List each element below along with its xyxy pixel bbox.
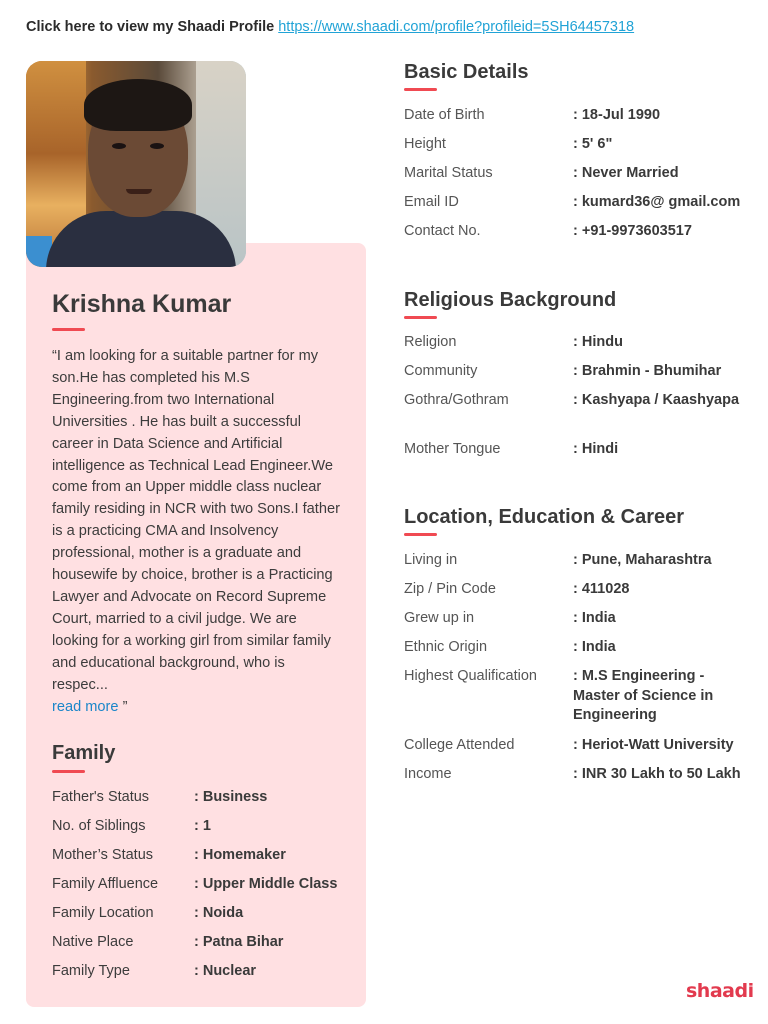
name-underline — [52, 328, 85, 331]
detail-label: Date of Birth — [404, 107, 485, 123]
profile-link-prefix: Click here to view my Shaadi Profile — [26, 19, 275, 35]
family-value: : Nuclear — [194, 963, 257, 979]
about-text — [52, 346, 344, 718]
detail-value: : Kashyapa / Kaashyapa — [573, 392, 740, 408]
detail-value: : INR 30 Lakh to 50 Lakh — [573, 766, 741, 782]
detail-label: Income — [404, 766, 452, 782]
detail-label: Community — [404, 363, 478, 379]
location-title: Location, Education & Career — [404, 506, 685, 528]
detail-value: : Heriot-Watt University — [573, 737, 734, 753]
detail-value: : India — [573, 610, 616, 626]
about-quote-close: ” — [122, 698, 128, 715]
basic-underline — [404, 88, 437, 91]
detail-value: : kumard36@ gmail.com — [573, 194, 741, 210]
profile-photo — [26, 61, 246, 267]
detail-label: Ethnic Origin — [404, 639, 488, 655]
basic-details-title: Basic Details — [404, 61, 529, 83]
detail-label: Mother Tongue — [404, 441, 501, 457]
profile-link-line — [26, 19, 634, 35]
detail-label: Living in — [404, 552, 458, 568]
detail-value: : Brahmin - Bhumihar — [573, 363, 722, 379]
detail-label: College Attended — [404, 737, 515, 753]
detail-label: Religion — [404, 334, 457, 350]
detail-value: : 18-Jul 1990 — [573, 107, 661, 123]
detail-value: : M.S Engineering - Master of Science in Engineering — [573, 668, 714, 723]
religious-title: Religious Background — [404, 289, 617, 311]
family-value: : Upper Middle Class — [194, 876, 338, 892]
detail-value: : +91-9973603517 — [573, 223, 692, 239]
detail-value: : 5' 6" — [573, 136, 613, 152]
detail-label: Zip / Pin Code — [404, 581, 496, 597]
location-underline — [404, 533, 437, 536]
family-label: Native Place — [52, 934, 134, 950]
detail-value: : 411028 — [573, 581, 630, 597]
detail-value: : India — [573, 639, 616, 655]
family-label: Family Affluence — [52, 876, 159, 892]
family-title: Family — [52, 742, 116, 764]
family-label: No. of Siblings — [52, 818, 146, 834]
logo-text: shaadi — [686, 980, 754, 1002]
detail-label: Gothra/Gothram — [404, 392, 509, 408]
family-value: : 1 — [194, 818, 211, 834]
family-underline — [52, 770, 85, 773]
family-value: : Business — [194, 789, 268, 805]
read-more-link[interactable]: read more — [52, 698, 119, 715]
detail-label: Email ID — [404, 194, 459, 210]
detail-label: Grew up in — [404, 610, 475, 626]
family-label: Family Type — [52, 963, 130, 979]
detail-value: : Never Married — [573, 165, 679, 181]
family-label: Father's Status — [52, 789, 150, 805]
family-value: : Noida — [194, 905, 244, 921]
profile-name: Krishna Kumar — [52, 290, 232, 318]
detail-value: : Hindu — [573, 334, 623, 350]
family-label: Family Location — [52, 905, 154, 921]
detail-label: Marital Status — [404, 165, 493, 181]
detail-label: Highest Qualification — [404, 668, 537, 684]
religious-underline — [404, 316, 437, 319]
detail-label: Contact No. — [404, 223, 481, 239]
detail-value: : Hindi — [573, 441, 619, 457]
family-label: Mother’s Status — [52, 847, 154, 863]
family-value: : Patna Bihar — [194, 934, 284, 950]
family-value: : Homemaker — [194, 847, 286, 863]
shaadi-logo — [686, 980, 754, 1002]
detail-value: : Pune, Maharashtra — [573, 552, 712, 568]
about-body: “I am looking for a suitable partner for my son.He has completed his M.S Engineering.from two International Universities . He has built a successful career in Data Science and Artificial intelligence as Technical Lead Engineer.We come from an Upper middle class nuclear family residing in NCR with two Sons.I father is a practicing CMA and Insolvency professional, mother is a graduate and housewife by choice, brother is a Practicing Lawyer and Advocate on Record Supreme Court, married to a civil judge. We are looking for a working girl from similar family and educational background, who is respec... — [52, 348, 340, 693]
detail-label: Height — [404, 136, 446, 152]
profile-link[interactable]: https://www.shaadi.com/profile?profileid=5SH64457318 — [278, 19, 635, 35]
